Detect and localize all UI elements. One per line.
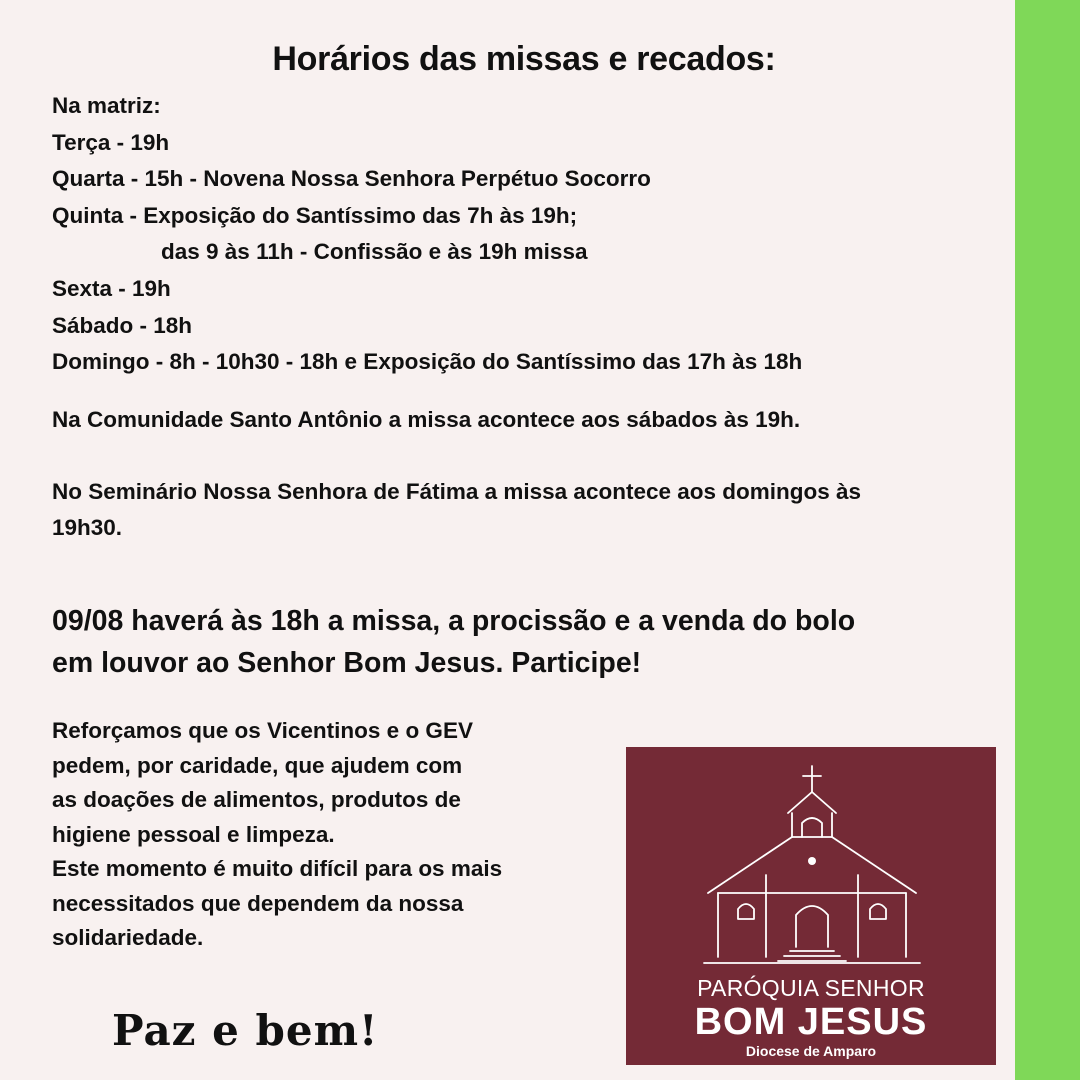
signoff: Paz e bem! (112, 1006, 379, 1055)
announcement (52, 600, 855, 684)
logo-line-1: PARÓQUIA SENHOR (697, 975, 925, 1001)
schedule-line-tuesday: Terça - 19h (52, 129, 170, 155)
parish-logo (626, 747, 996, 1065)
donation-appeal (52, 714, 502, 956)
schedule-line-friday: Sexta - 19h (52, 275, 171, 301)
seminary-line-2: 19h30. (52, 515, 123, 540)
appeal-line: pedem, por caridade, que ajudem com (52, 752, 463, 778)
appeal-line: solidariedade. (52, 925, 204, 950)
schedule-line-thursday: Quinta - Exposição do Santíssimo das 7h às 19h; (52, 202, 578, 228)
logo-line-3: Diocese de Amparo (745, 1043, 877, 1059)
schedule-line-matriz: Na matriz: (52, 93, 161, 118)
schedule-line-sunday: Domingo - 8h - 10h30 - 18h e Exposição do Santíssimo das 17h às 18h (52, 349, 803, 375)
page-title: Horários das missas e recados: (272, 40, 776, 78)
appeal-line: Reforçamos que os Vicentinos e o GEV (52, 718, 473, 743)
appeal-line: necessitados que dependem da nossa (52, 890, 464, 916)
appeal-line: as doações de alimentos, produtos de (52, 787, 461, 812)
logo-line-2: BOM JESUS (694, 1001, 928, 1043)
appeal-line: Este momento é muito difícil para os mais (52, 856, 503, 881)
schedule-line-saturday: Sábado - 18h (52, 312, 193, 338)
seminary-line-1: No Seminário Nossa Senhora de Fátima a missa acontece aos domingos às (52, 479, 862, 504)
schedule-line-thursday-cont: das 9 às 11h - Confissão e às 19h missa (161, 239, 588, 265)
church-icon (626, 747, 996, 977)
seminary-note (52, 474, 861, 546)
announcement-line-1: 09/08 haverá às 18h a missa, a procissão e a venda do bolo (52, 605, 856, 637)
mass-schedule (52, 88, 802, 381)
announcement-line-2: em louvor ao Senhor Bom Jesus. Participe! (52, 647, 642, 679)
appeal-line: higiene pessoal e limpeza. (52, 821, 335, 847)
community-note: Na Comunidade Santo Antônio a missa acontece aos sábados às 19h. (52, 407, 801, 432)
green-side-bar (1015, 0, 1080, 1080)
schedule-line-wednesday: Quarta - 15h - Novena Nossa Senhora Perpétuo Socorro (52, 166, 651, 192)
